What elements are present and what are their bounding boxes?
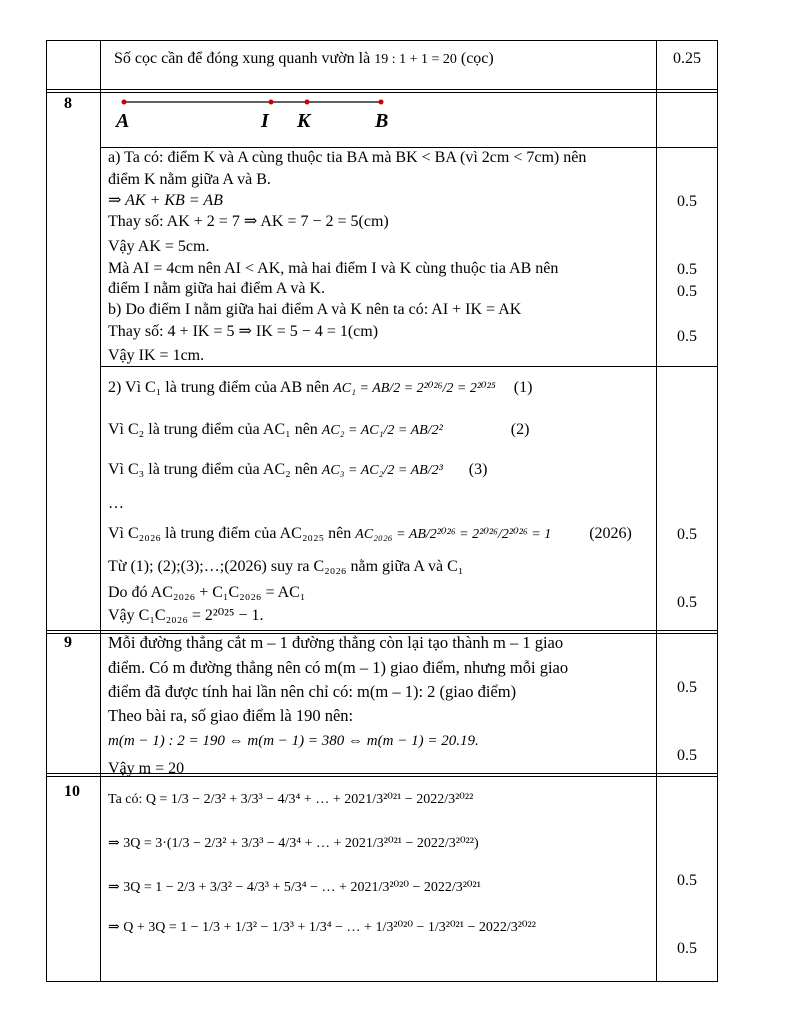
- text-line: Từ (1); (2);(3);…;(2026) suy ra C₂₀₂₆ nằm giữa A và C₁: [108, 558, 464, 575]
- text-line: Vì C₂ là trung điểm của AC₁ nên AC₂ = AC₁/2 = AB/2² (2): [108, 421, 530, 438]
- formula-line: ⇒ Q + 3Q = 1 − 1/3 + 1/3² − 1/3³ + 1/3⁴ − … + 1/3²⁰²⁰ − 1/3²⁰²¹ − 2022/3²⁰²²: [108, 920, 536, 935]
- question-number: 8: [64, 95, 72, 112]
- point-a: [122, 100, 127, 105]
- score: 0.5: [677, 283, 697, 300]
- score: 0.5: [677, 193, 697, 210]
- point-k: [305, 100, 310, 105]
- text-line: Vậy m = 20: [108, 760, 185, 777]
- text-line: Vậy AK = 5cm.: [108, 238, 210, 255]
- table-border-left: [46, 40, 47, 982]
- point-label-k: K: [297, 110, 311, 132]
- score: 0.5: [677, 872, 697, 889]
- point-b: [379, 100, 384, 105]
- text-line: Vì C₃ là trung điểm của AC₂ nên AC₃ = AC₂/2 = AB/2³ (3): [108, 461, 488, 478]
- text-line: điểm I nằm giữa hai điểm A và K.: [108, 280, 326, 297]
- row-divider: [100, 366, 718, 367]
- formula-line: ⇒ 3Q = 1 − 2/3 + 3/3² − 4/3³ + 5/3⁴ − … + 2021/3²⁰²⁰ − 2022/3²⁰²¹: [108, 880, 481, 895]
- table-border-top: [46, 40, 718, 41]
- text-line: điểm. Có m đường thẳng nên có m(m – 1) giao điểm, nhưng mỗi giao: [108, 658, 569, 677]
- score: 0.5: [677, 594, 697, 611]
- text-line: 2) Vì C₁ là trung điểm của AB nên AC₁ = AB/2 = 2²⁰²⁶/2 = 2²⁰²⁵ (1): [108, 379, 533, 396]
- score: 0.5: [677, 679, 697, 696]
- score: 0.5: [677, 526, 697, 543]
- text-line: m(m − 1) : 2 = 190 ⇔ m(m − 1) = 380 ⇔ m(m − 1) = 20.19.: [108, 733, 479, 749]
- score: 0.5: [677, 940, 697, 957]
- col-divider: [100, 40, 101, 982]
- text-line: Thay số: 4 + IK = 5 ⇒ IK = 5 − 4 = 1(cm): [108, 323, 379, 340]
- cell-text: Số cọc cần để đóng xung quanh vườn là 19 : 1 + 1 = 20 (cọc): [114, 50, 494, 67]
- question-number: 9: [64, 634, 72, 651]
- text-line: Mà AI = 4cm nên AI < AK, mà hai điểm I và K cùng thuộc tia AB nên: [108, 260, 559, 277]
- point-i: [269, 100, 274, 105]
- formula-line: ⇒ 3Q = 3·(1/3 − 2/3² + 3/3³ − 4/3⁴ + … + 2021/3²⁰²¹ − 2022/3²⁰²²): [108, 836, 479, 851]
- text-line: điểm K nằm giữa A và B.: [108, 171, 271, 188]
- text-line: ⇒ AK + KB = AB: [108, 192, 223, 209]
- text-line: Thay số: AK + 2 = 7 ⇒ AK = 7 − 2 = 5(cm): [108, 213, 389, 230]
- table-border-bottom: [46, 981, 718, 982]
- answer-table: [46, 40, 718, 982]
- text-line: Vì C₂₀₂₆ là trung điểm của AC₂₀₂₅ nên AC₂₀₂₆ = AB/2²⁰²⁶ = 2²⁰²⁶/2²⁰²⁶ = 1 (2026): [108, 525, 632, 542]
- score: 0.5: [677, 261, 697, 278]
- text-line: Vậy C₁C₂₀₂₆ = 2²⁰²⁵ − 1.: [108, 607, 264, 624]
- point-label-b: B: [375, 110, 389, 132]
- text-line: Do đó AC₂₀₂₆ + C₁C₂₀₂₆ = AC₁: [108, 584, 306, 601]
- point-label-a: A: [116, 110, 130, 132]
- table-border-right: [717, 40, 718, 982]
- text-line: a) Ta có: điểm K và A cùng thuộc tia BA mà BK < BA (vì 2cm < 7cm) nên: [108, 149, 587, 166]
- point-label-i: I: [261, 110, 269, 132]
- score: 0.25: [673, 50, 701, 67]
- question-number: 10: [64, 783, 80, 800]
- col-divider: [656, 40, 657, 982]
- formula-line: Ta có: Q = 1/3 − 2/3² + 3/3³ − 4/3⁴ + … + 2021/3²⁰²¹ − 2022/3²⁰²²: [108, 792, 474, 807]
- score: 0.5: [677, 747, 697, 764]
- score: 0.5: [677, 328, 697, 345]
- ellipsis: …: [108, 495, 124, 512]
- segment-figure: [116, 92, 386, 108]
- text-line: Theo bài ra, số giao điểm là 190 nên:: [108, 706, 354, 725]
- text-line: điểm đã được tính hai lần nên chỉ có: m(m – 1): 2 (giao điểm): [108, 682, 517, 701]
- text-line: Mỗi đường thẳng cắt m – 1 đường thẳng còn lại tạo thành m – 1 giao: [108, 633, 564, 652]
- text-line: Vậy IK = 1cm.: [108, 347, 205, 364]
- text-line: b) Do điểm I nằm giữa hai điểm A và K nên ta có: AI + IK = AK: [108, 301, 522, 318]
